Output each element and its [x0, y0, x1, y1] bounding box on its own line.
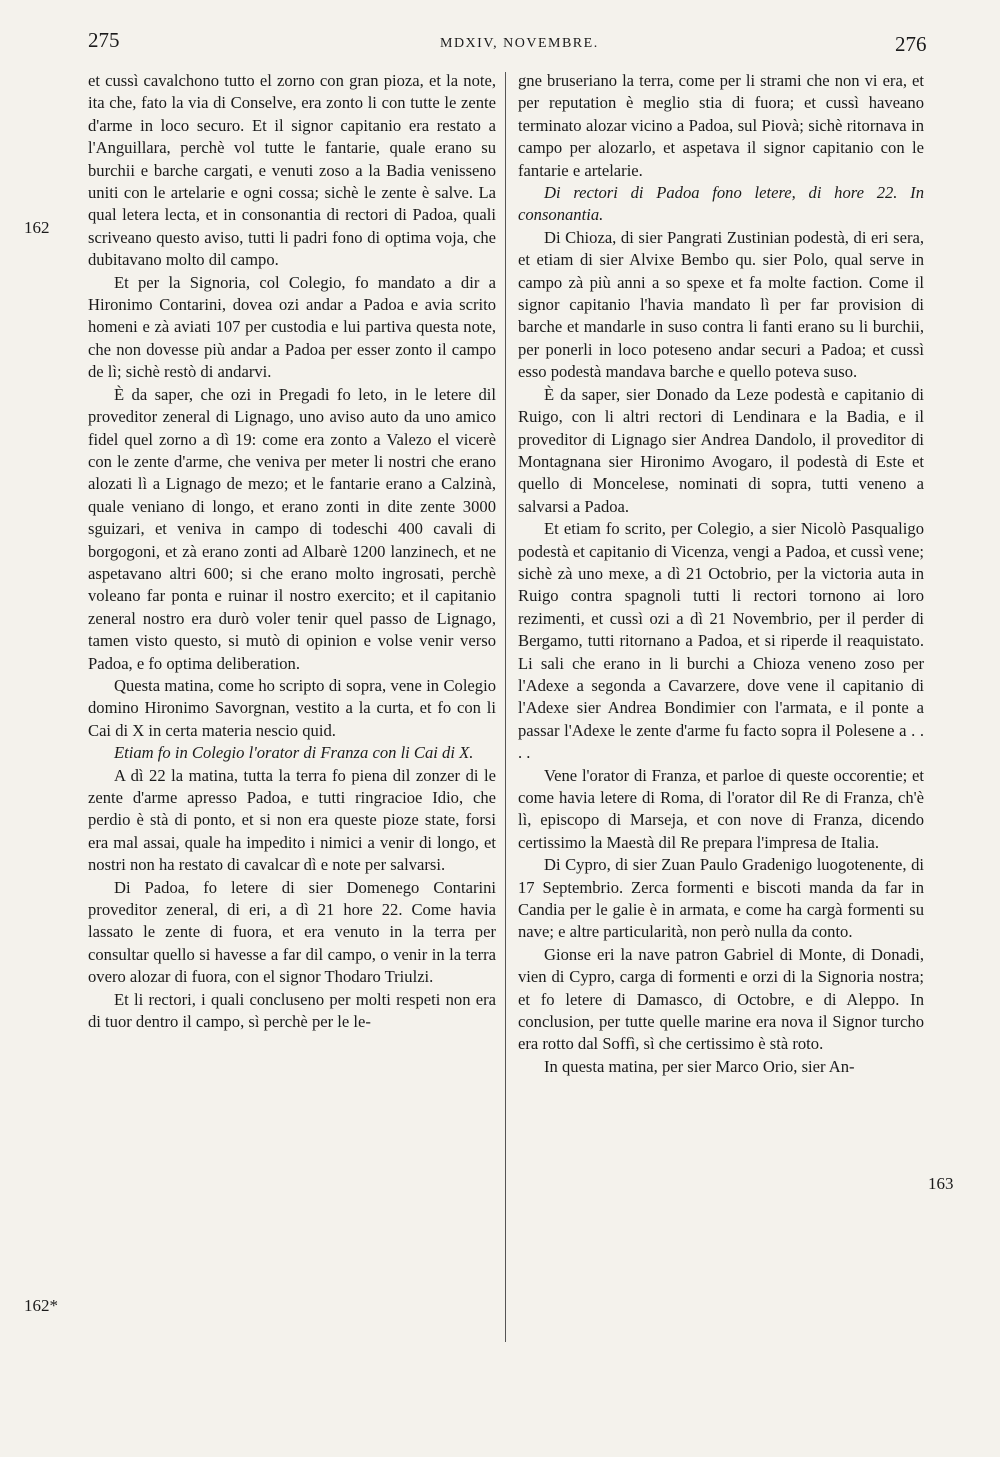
paragraph: Vene l'orator di Franza, et parloe di queste occorentie; et come havia letere di Roma, di l'orator dil Re di Franza, ch'è lì, episcopo di Marseja, et con nove di Franza, dicendo certissimo la Maestà dil Re prepara l'impresa de Italia.: [518, 765, 924, 852]
running-title: MDXIV, NOVEMBRE.: [440, 36, 599, 51]
margin-note-163: 163: [928, 1174, 954, 1193]
paragraph: et cussì cavalchono tutto el zorno con gran pioza, et la note, ita che, fato la via di Conselve, era zonto li con tutte le zente d'arme in loco securo. Et il signor capitanio era restato a l'Anguillara, perchè vol tutte le fantarie, quale erano su burchii e barche cargati, e venuti zoso a la Badia venisseno uniti con le artelarie e ogni cossa; sichè le zente è salve. La qual letera lecta, et in consonantia di rectori di Padoa, quali scriveano questo aviso, tutti li padri fono di optima voja, che dubitavano molto dil campo.: [88, 71, 496, 270]
paragraph: In questa matina, per sier Marco Orio, sier An-: [544, 1056, 855, 1076]
paragraph: Et li rectori, i quali concluseno per molti respeti non era di tuor dentro il campo, sì perchè per le le-: [88, 989, 496, 1032]
paragraph: gne bruseriano la terra, come per li strami che non vi era, et per reputation è meglio stia di fuora; et cussì haveano terminato alozar vicino a Padoa, sul Piovà; sichè ritornava in campo per alozarlo, et aspetava il signor capitanio con le fantarie e artelarie.: [518, 71, 924, 180]
paragraph: Di Cypro, di sier Zuan Paulo Gradenigo luogotenente, di 17 Septembrio. Zerca formenti e biscoti manda da far in Candia per le galie è in armata, e come ha cargà formenti su nave; e altre particularità, non però nulla da conto.: [518, 855, 924, 942]
right-column: [518, 70, 924, 1078]
paragraph: Etiam fo in Colegio l'orator di Franza con li Cai di X.: [114, 743, 474, 763]
margin-note-162-star: 162*: [24, 1296, 58, 1315]
paragraph: Di rectori di Padoa fono letere, di hore 22. In consonantia.: [518, 183, 924, 225]
paragraph: Et per la Signoria, col Colegio, fo mandato a dir a Hironimo Contarini, dovea ozi andar a Padoa e avia scrito homeni e zà aviati 107 per custodia e lui partiva questa note, che non dovesse più andar a Padoa per esser zonto il campo de lì; sichè restò di andarvi.: [88, 272, 496, 382]
paragraph: Di Chioza, di sier Pangrati Zustinian podestà, di eri sera, et etiam di sier Alvixe Bembo qu. sier Polo, qual serve in campo zà più anni a so spexe et fa molte faction. Come il signor capitanio l'havia mandato lì per far provision di barche et mandarle in suso contra li fanti erano su li burchii, per ponerli in loco poteseno andar securi a Padoa; et cussì esso podestà mandava barche e quello poteva suso.: [518, 227, 924, 382]
paragraph: Et etiam fo scrito, per Colegio, a sier Nicolò Pasqualigo podestà et capitanio di Vicenza, vengi a Padoa, et cussì vene; sichè zà uno mexe, a dì 21 Octobrio, per la victoria auta in Ruigo contra spagnoli tutti li rectori tornono ai loro rezimenti, et cussì ozi a dì 21 Novembrio, per il perder di Bergamo, tutti ritornano a Padoa, et si riperde il reaquistato. Li sali che erano in li burchi a Chioza veneno zoso per l'Adexe a segonda a Cavarzere, dove vene il capitanio di l'Adexe sier Andrea Bondimier con l'armata, e il ponte a passar l'Adexe le zente d'arme fu facto sopra il Polesene a . . . .: [518, 519, 924, 763]
page-header: [0, 28, 1000, 58]
margin-note-162: 162: [24, 218, 50, 237]
paragraph: È da saper, sier Donado da Leze podestà e capitanio di Ruigo, con li altri rectori di Lendinara e la Badia, e il proveditor di Lignago sier Andrea Dandolo, il proveditor di Montagnana sier Hironimo Avogaro, il podestà di Este et quello di Moncelese, nominati di sopra, tutti veneno a salvarsi a Padoa.: [518, 384, 924, 516]
left-column: [88, 70, 496, 1033]
column-divider: [505, 72, 506, 1342]
right-page-number: 276: [895, 32, 927, 56]
paragraph: Questa matina, come ho scripto di sopra, vene in Colegio domino Hironimo Savorgnan, vestito a la curta, et fo con li Cai di X in certa materia nescio quid.: [88, 675, 496, 740]
paragraph: Di Padoa, fo letere di sier Domenego Contarini proveditor zeneral, di eri, a dì 21 hore 22. Come havia lassato le zente di fuora, et era venuto in la terra per consultar quello si havesse a far dil campo, o venir in la terra overo alozar di fuora, con el signor Thodaro Triulzi.: [88, 877, 496, 987]
paragraph: A dì 22 la matina, tutta la terra fo piena dil zonzer di le zente d'arme apresso Padoa, e tutti ringracioe Idio, che perdio è stà di ponto, et si non era queste pioze state, forsi era mal assai, quale ha impedito i nimici a venir di longo, et nostri non ha restato di cavalcar dì e note per salvarsi.: [88, 765, 496, 875]
left-page-number: 275: [88, 28, 120, 52]
paragraph: Gionse eri la nave patron Gabriel di Monte, di Donadi, vien di Cypro, carga di formenti e orzi di la Signoria nostra; et fo letere di Damasco, di Octobre, e di Aleppo. In conclusion, per tutte quelle marine era nova il Signor turcho era rotto dal Soffì, sì che certissimo è stà roto.: [518, 944, 924, 1054]
paragraph: È da saper, che ozi in Pregadi fo leto, in le letere dil proveditor zeneral di Lignago, uno aviso auto da uno amico fidel quel zorno a dì 19: come era zonto a Valezo el vicerè con le zente d'arme, che veniva per meter li nostri che erano alozati lì a Lignago de mezo; et le fantarie erano a Calzinà, quale veniano di longo, et erano zonti in dite zente 3000 sguizari, et veniva in campo di todeschi 400 cavali di borgogoni, et zà erano zonti ad Albarè 1200 lanzinech, et ne aspetavano altri 600; si che erano molto ingrosati, perchè voleano far ponta e ruinar il nostro exercito; et il capitanio zeneral nostro era durò voler tenir quel passo de Lignago, tamen visto questo, si mutò di opinion e volse venir verso Padoa, e fo optima deliberation.: [88, 384, 496, 673]
